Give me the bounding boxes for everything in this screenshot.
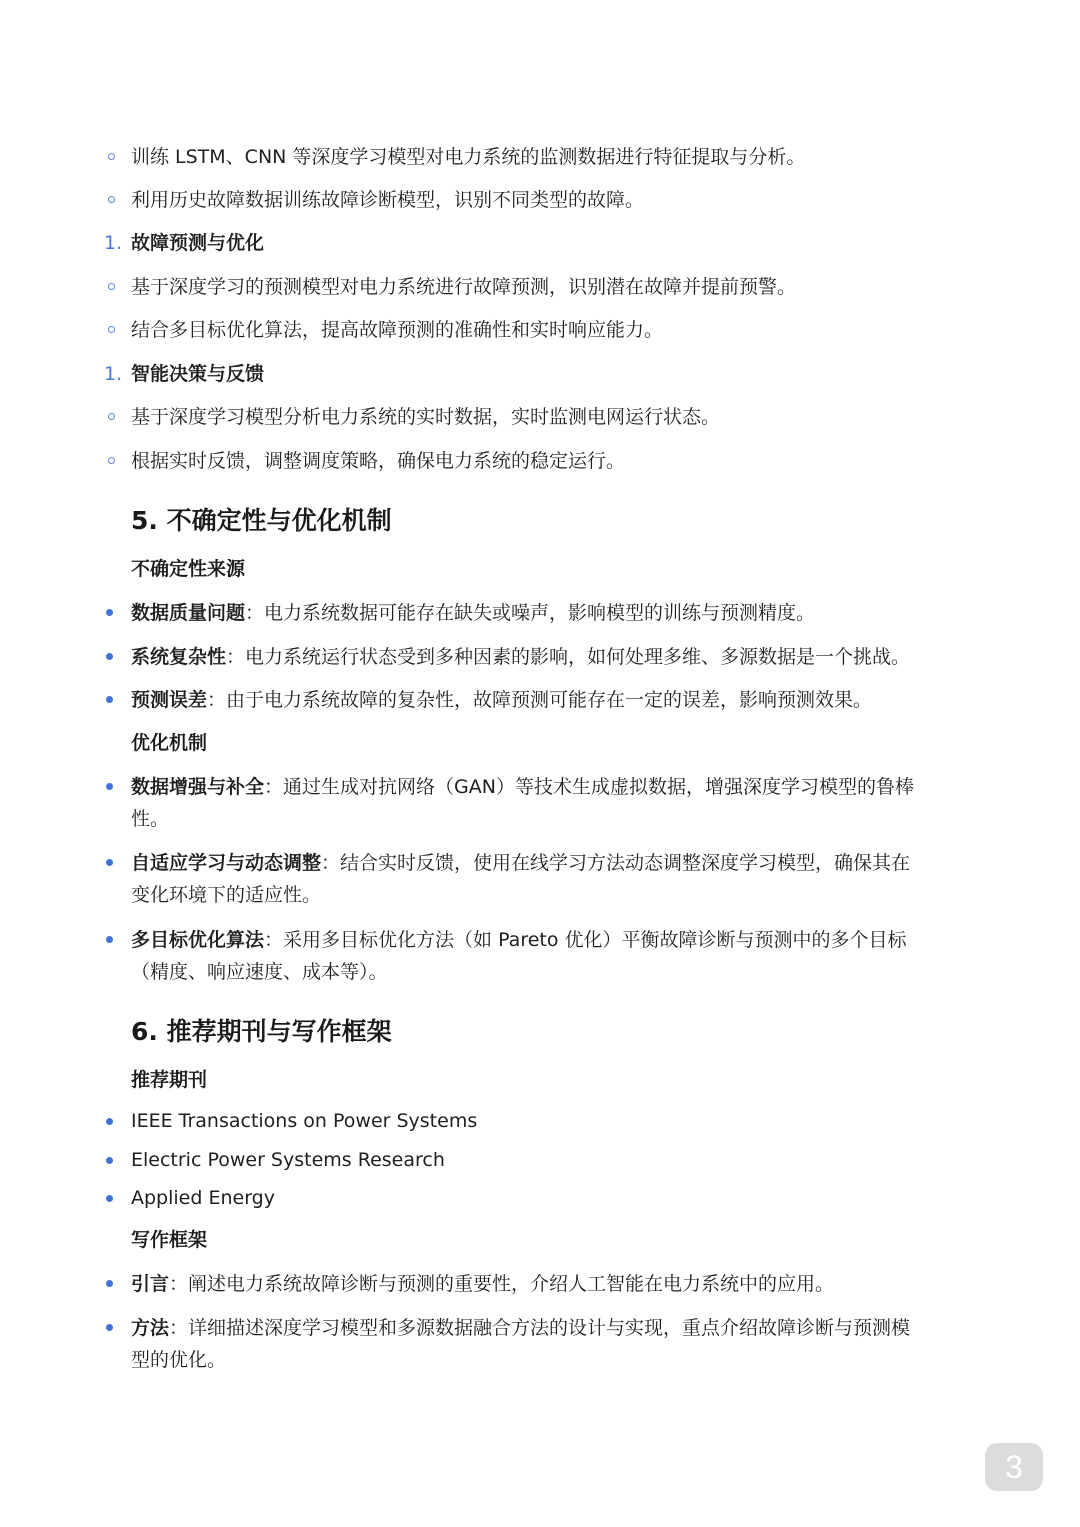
hollow-bullet-icon bbox=[108, 153, 115, 160]
list-number: 1. bbox=[104, 232, 123, 254]
list-item: 训练 LSTM、CNN 等深度学习模型对电力系统的监测数据进行特征提取与分析。 bbox=[131, 146, 806, 168]
item-text: 电力系统运行状态受到多种因素的影响，如何处理多维、多源数据是一个挑战。 bbox=[245, 646, 911, 668]
item-text: 采用多目标优化方法（如 Pareto 优化）平衡故障诊断与预测中的多个目标 bbox=[283, 929, 907, 951]
list-item-continuation: 型的优化。 bbox=[131, 1349, 227, 1371]
bullet-icon bbox=[106, 653, 113, 660]
item-text: 电力系统数据可能存在缺失或噪声，影响模型的训练与预测精度。 bbox=[264, 602, 816, 624]
hollow-bullet-icon bbox=[108, 413, 115, 420]
item-text: 通过生成对抗网络（GAN）等技术生成虚拟数据，增强深度学习模型的鲁棒 bbox=[283, 776, 914, 798]
item-term: 数据质量问题 bbox=[131, 602, 246, 624]
subsection-heading: 推荐期刊 bbox=[131, 1069, 208, 1091]
item-text: 详细描述深度学习模型和多源数据融合方法的设计与实现，重点介绍故障诊断与预测模 bbox=[188, 1317, 911, 1339]
journal-item: IEEE Transactions on Power Systems bbox=[131, 1110, 478, 1132]
list-item: 利用历史故障数据训练故障诊断模型，识别不同类型的故障。 bbox=[131, 189, 645, 211]
numbered-section-title: 智能决策与反馈 bbox=[131, 363, 265, 385]
bullet-icon bbox=[106, 609, 113, 616]
journal-item: Electric Power Systems Research bbox=[131, 1149, 445, 1171]
list-item: 方法：详细描述深度学习模型和多源数据融合方法的设计与实现，重点介绍故障诊断与预测模 bbox=[131, 1317, 911, 1339]
list-item: 预测误差：由于电力系统故障的复杂性，故障预测可能存在一定的误差，影响预测效果。 bbox=[131, 689, 873, 711]
page-number-badge: 3 bbox=[985, 1443, 1043, 1491]
list-item: 基于深度学习模型分析电力系统的实时数据，实时监测电网运行状态。 bbox=[131, 406, 721, 428]
item-term: 多目标优化算法 bbox=[131, 929, 265, 951]
list-item: 数据增强与补全：通过生成对抗网络（GAN）等技术生成虚拟数据，增强深度学习模型的鲁棒 bbox=[131, 776, 914, 798]
list-item: 根据实时反馈，调整调度策略，确保电力系统的稳定运行。 bbox=[131, 450, 626, 472]
list-item: 基于深度学习的预测模型对电力系统进行故障预测，识别潜在故障并提前预警。 bbox=[131, 276, 797, 298]
section-heading: 5. 不确定性与优化机制 bbox=[131, 506, 392, 535]
item-term: 自适应学习与动态调整 bbox=[131, 852, 322, 874]
item-text: 由于电力系统故障的复杂性，故障预测可能存在一定的误差，影响预测效果。 bbox=[226, 689, 873, 711]
subsection-heading: 写作框架 bbox=[131, 1229, 208, 1251]
bullet-icon bbox=[106, 1324, 113, 1331]
list-item-continuation: 性。 bbox=[131, 808, 170, 830]
bullet-icon bbox=[106, 936, 113, 943]
list-item: 数据质量问题：电力系统数据可能存在缺失或噪声，影响模型的训练与预测精度。 bbox=[131, 602, 816, 624]
journal-item: Applied Energy bbox=[131, 1187, 275, 1209]
hollow-bullet-icon bbox=[108, 283, 115, 290]
list-item: 引言：阐述电力系统故障诊断与预测的重要性，介绍人工智能在电力系统中的应用。 bbox=[131, 1273, 835, 1295]
list-item: 自适应学习与动态调整：结合实时反馈，使用在线学习方法动态调整深度学习模型，确保其在 bbox=[131, 852, 911, 874]
list-item: 多目标优化算法：采用多目标优化方法（如 Pareto 优化）平衡故障诊断与预测中的多个目标 bbox=[131, 929, 907, 951]
bullet-icon bbox=[106, 783, 113, 790]
item-term: 数据增强与补全 bbox=[131, 776, 265, 798]
numbered-section-title: 故障预测与优化 bbox=[131, 232, 265, 254]
list-number: 1. bbox=[104, 363, 123, 385]
subsection-heading: 优化机制 bbox=[131, 732, 208, 754]
list-item: 系统复杂性：电力系统运行状态受到多种因素的影响，如何处理多维、多源数据是一个挑战。 bbox=[131, 646, 911, 668]
item-text: 阐述电力系统故障诊断与预测的重要性，介绍人工智能在电力系统中的应用。 bbox=[188, 1273, 835, 1295]
item-term: 引言 bbox=[131, 1273, 170, 1295]
item-term: 方法 bbox=[131, 1317, 170, 1339]
hollow-bullet-icon bbox=[108, 326, 115, 333]
bullet-icon bbox=[106, 696, 113, 703]
bullet-icon bbox=[106, 1195, 113, 1202]
list-item: 结合多目标优化算法，提高故障预测的准确性和实时响应能力。 bbox=[131, 319, 664, 341]
hollow-bullet-icon bbox=[108, 457, 115, 464]
item-term: 系统复杂性 bbox=[131, 646, 227, 668]
hollow-bullet-icon bbox=[108, 196, 115, 203]
bullet-icon bbox=[106, 1157, 113, 1164]
subsection-heading: 不确定性来源 bbox=[131, 558, 246, 580]
bullet-icon bbox=[106, 1280, 113, 1287]
item-text: 结合实时反馈，使用在线学习方法动态调整深度学习模型，确保其在 bbox=[340, 852, 911, 874]
list-item-continuation: （精度、响应速度、成本等）。 bbox=[131, 961, 388, 983]
list-item-continuation: 变化环境下的适应性。 bbox=[131, 884, 322, 906]
bullet-icon bbox=[106, 1118, 113, 1125]
section-heading: 6. 推荐期刊与写作框架 bbox=[131, 1017, 392, 1046]
item-term: 预测误差 bbox=[131, 689, 208, 711]
bullet-icon bbox=[106, 859, 113, 866]
